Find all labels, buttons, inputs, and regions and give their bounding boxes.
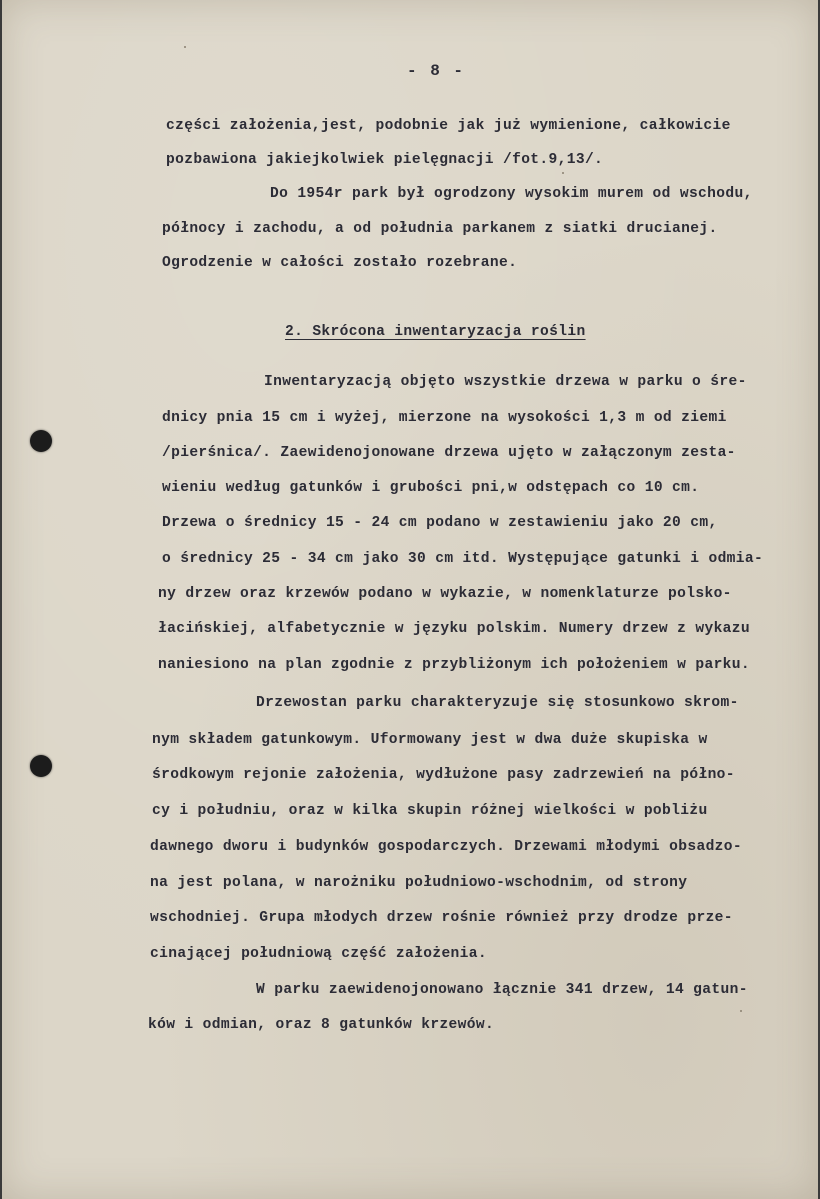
text-line: wschodniej. Grupa młodych drzew rośnie również przy drodze prze- xyxy=(150,910,733,926)
paper-speck xyxy=(740,1010,742,1012)
punch-hole xyxy=(30,755,52,777)
paper-speck xyxy=(184,46,186,48)
paper-speck xyxy=(562,172,564,174)
text-line: łacińskiej, alfabetycznie w języku polskim. Numery drzew z wykazu xyxy=(158,621,750,637)
document-page xyxy=(2,0,818,1199)
text-line: cy i południu, oraz w kilka skupin różnej wielkości w pobliżu xyxy=(152,803,708,819)
text-line: Drzewa o średnicy 15 - 24 cm podano w zestawieniu jako 20 cm, xyxy=(162,515,718,531)
text-line: pozbawiona jakiejkolwiek pielęgnacji /fot.9,13/. xyxy=(166,152,604,168)
text-line: Ogrodzenie w całości zostało rozebrane. xyxy=(162,255,518,271)
section-heading: 2. Skrócona inwentaryzacja roślin xyxy=(285,324,586,340)
text-line: środkowym rejonie założenia, wydłużone pasy zadrzewień na półno- xyxy=(152,767,735,783)
text-line: W parku zaewidenojonowano łącznie 341 drzew, 14 gatun- xyxy=(256,982,748,998)
text-line: naniesiono na plan zgodnie z przybliżonym ich położeniem w parku. xyxy=(158,657,750,673)
text-line: dnicy pnia 15 cm i wyżej, mierzone na wysokości 1,3 m od ziemi xyxy=(162,410,727,426)
text-line: wieniu według gatunków i grubości pni,w odstępach co 10 cm. xyxy=(162,480,700,496)
text-line: /pierśnica/. Zaewidenojonowane drzewa ujęto w załączonym zesta- xyxy=(162,445,736,461)
text-line: nym składem gatunkowym. Uformowany jest w dwa duże skupiska w xyxy=(152,732,708,748)
text-line: północy i zachodu, a od południa parkanem z siatki drucianej. xyxy=(162,221,718,237)
text-line: Inwentaryzacją objęto wszystkie drzewa w parku o śre- xyxy=(264,374,747,390)
text-line: ków i odmian, oraz 8 gatunków krzewów. xyxy=(148,1017,495,1033)
text-line: ny drzew oraz krzewów podano w wykazie, w nomenklaturze polsko- xyxy=(158,586,732,602)
text-line: o średnicy 25 - 34 cm jako 30 cm itd. Występujące gatunki i odmia- xyxy=(162,551,764,567)
punch-hole xyxy=(30,430,52,452)
text-line: cinającej południową część założenia. xyxy=(150,946,487,962)
text-line: Do 1954r park był ogrodzony wysokim murem od wschodu, xyxy=(270,186,753,202)
text-line: części założenia,jest, podobnie jak już wymienione, całkowicie xyxy=(166,118,731,134)
text-line: dawnego dworu i budynków gospodarczych. Drzewami młodymi obsadzo- xyxy=(150,839,742,855)
text-line: Drzewostan parku charakteryzuje się stosunkowo skrom- xyxy=(256,695,739,711)
text-line: na jest polana, w narożniku południowo-wschodnim, od strony xyxy=(150,875,688,891)
page-number: - 8 - xyxy=(407,62,466,80)
